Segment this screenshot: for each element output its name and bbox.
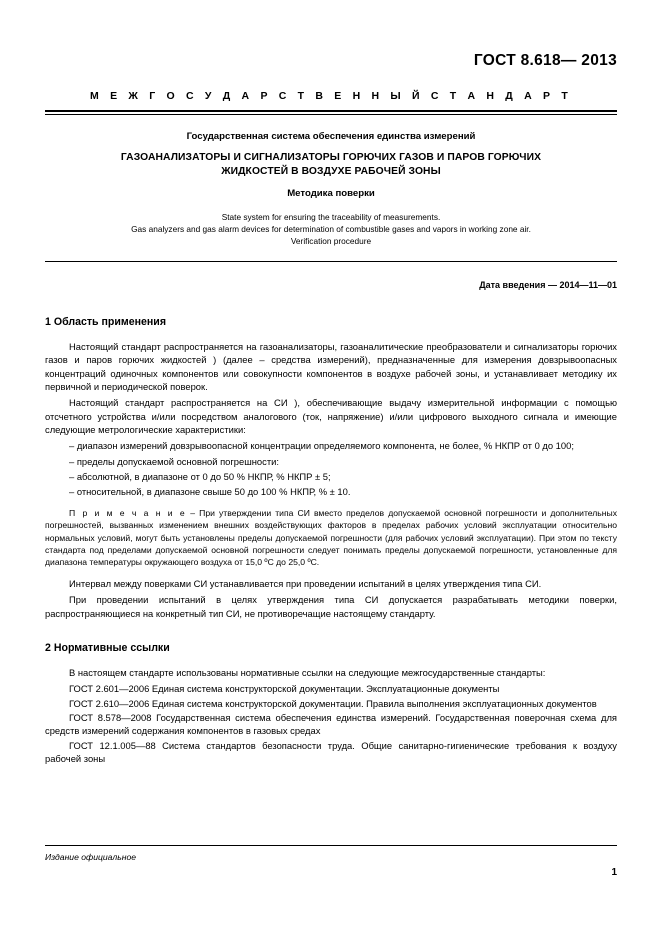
title-system-line: Государственная система обеспечения единства измерений	[186, 131, 476, 142]
title-english	[45, 211, 617, 247]
reference-item-1: ГОСТ 2.601—2006 Единая система конструкторской документации. Эксплуатационные документы	[69, 683, 500, 695]
section-1-paragraph-4: При проведении испытаний в целях утверждения типа СИ допускается разрабатывать методики поверки, распространяющиеся на конкретный тип СИ, не противоречащие настоящему стандарту.	[45, 594, 617, 619]
title-main-line-2: ЖИДКОСТЕЙ В ВОЗДУХЕ РАБОЧЕЙ ЗОНЫ	[221, 165, 441, 177]
page-footer	[45, 845, 617, 878]
section-1-paragraph-1: Настоящий стандарт распространяется на газоанализаторы, газоаналитические преобразователи и сигнализаторы горючих газов и паров горючих жидкостей ) (далее – средства измерений), предназначенные для измерения довзрывоопасных концентраций одиночных компонентов или совокупности компонентов в воздухе рабочей зоны, и устанавливает методику их первичной и периодической поверок.	[45, 340, 617, 392]
page-content	[45, 52, 617, 766]
title-english-line-3: Verification procedure	[290, 235, 372, 246]
title-main	[45, 151, 617, 179]
section-2-heading: 2 Нормативные ссылки	[45, 641, 170, 654]
title-method-line: Методика поверки	[287, 187, 375, 199]
section-1-dash-1: – диапазон измерений довзрывоопасной концентрации определяемого компонента, не более, % НКПР от 0 до 100;	[69, 440, 574, 452]
section-1-paragraph-2: Настоящий стандарт распространяется на СИ ), обеспечивающие выдачу измерительной информации с помощью отсчетного устройства и/или посредством аналогового (ток, напряжение) и/или цифрового выходного сигнала и имеющие следующие метрологические характеристики:	[45, 397, 617, 435]
title-main-line-1: ГАЗОАНАЛИЗАТОРЫ И СИГНАЛИЗАТОРЫ ГОРЮЧИХ ГАЗОВ И ПАРОВ ГОРЮЧИХ	[120, 152, 542, 163]
section-2-paragraph-1: В настоящем стандарте использованы нормативные ссылки на следующие межгосударственные стандарты:	[69, 666, 546, 678]
standard-word: М Е Ж Г О С У Д А Р С Т В Е Н Н Ы Й С Т А Н Д А Р Т	[90, 90, 572, 102]
gost-number: ГОСТ 8.618— 2013	[473, 52, 617, 69]
section-1-dash-4: – относительной, в диапазоне свыше 50 до 100 % НКПР, % ± 10.	[69, 486, 351, 498]
title-english-line-1: State system for ensuring the traceability of measurements.	[221, 211, 441, 222]
effective-date: Дата введения — 2014—11—01	[479, 279, 617, 290]
title-block	[45, 131, 617, 247]
section-1-paragraph-3: Интервал между поверками СИ устанавливается при проведении испытаний в целях утверждения типа СИ.	[69, 577, 542, 589]
section-1-note	[45, 507, 617, 569]
section-1-dash-2: – пределы допускаемой основной погрешности:	[69, 455, 279, 467]
normative-references-list	[45, 682, 617, 765]
divider-thick-top	[45, 110, 617, 112]
note-text: – При утверждении типа СИ вместо пределов допускаемой основной погрешности и дополнительных погрешностей, вызванных изменением внешних воздействующих факторов в пределах рабочих условий эксплуатации относительно нормальных условий, могут быть установлены пределы допускаемой погрешности (для рабочих условий эксплуатации). При этом по тексту стандарта под пределами допускаемой основной погрешности следует понимать пределы допускаемой погрешности, установленные для диапазона температуры окружающего воздуха от 15,0 ºС до 25,0 ºС.	[45, 507, 617, 568]
section-1-dash-3: – абсолютной, в диапазоне от 0 до 50 % НКПР, % НКПР ± 5;	[69, 470, 331, 482]
title-english-line-2: Gas analyzers and gas alarm devices for determination of combustible gases and vapors in working zone air.	[131, 223, 531, 234]
note-label: П р и м е ч а н и е	[69, 507, 187, 518]
official-edition-label: Издание официальное	[45, 852, 137, 862]
footer-divider	[45, 845, 617, 846]
divider-thin-top	[45, 114, 617, 115]
reference-item-3: ГОСТ 8.578—2008 Государственная система обеспечения единства измерений. Государственная поверочная схема для средств измерений содержания компонентов в газовых средах	[45, 711, 617, 737]
reference-item-2: ГОСТ 2.610—2006 Единая система конструкторской документации. Правила выполнения эксплуатационных документов	[69, 697, 597, 709]
divider-mid	[45, 261, 617, 262]
section-1-heading: 1 Область применения	[45, 315, 167, 328]
page-number: 1	[611, 867, 617, 878]
reference-item-4: ГОСТ 12.1.005—88 Система стандартов безопасности труда. Общие санитарно-гигиенические требования к воздуху рабочей зоны	[45, 739, 617, 764]
